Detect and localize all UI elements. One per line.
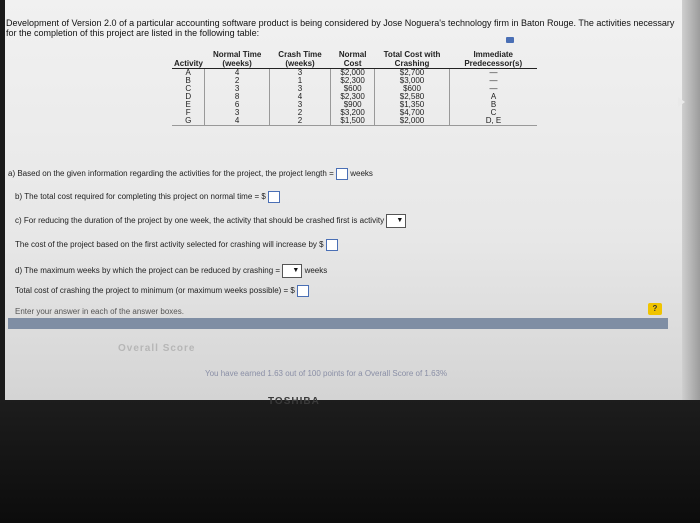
cell-predecessors: A <box>490 92 497 101</box>
question-a <box>8 168 373 180</box>
mouse-pointer-icon <box>678 97 685 107</box>
chevron-down-icon: ▼ <box>292 267 300 274</box>
cell-normal-time: 3 <box>205 85 269 93</box>
crash-cost-increase-input[interactable] <box>326 239 338 251</box>
cell-crash-time: 2 <box>269 117 330 126</box>
screen-right-edge <box>682 0 700 400</box>
earned-points-text: You have earned 1.63 out of 100 points for a Overall Score of 1.63% <box>205 369 448 378</box>
header-predecessors: Immediate Predecessor(s) <box>449 50 537 69</box>
cell-activity: A <box>172 69 205 78</box>
cell-normal-time: 4 <box>205 69 269 78</box>
cell-predecessors: — <box>489 76 498 85</box>
activity-dropdown[interactable] <box>386 214 406 228</box>
answer-hint: Enter your answer in each of the answer boxes. <box>15 307 184 316</box>
overall-score-title: Overall Score <box>118 343 196 354</box>
header-crash-time: Crash Time (weeks) <box>269 50 330 69</box>
question-d-text: d) The maximum weeks by which the project can be reduced by crashing = <box>15 266 281 276</box>
cell-predecessors: B <box>490 100 497 109</box>
cell-normal-time: 8 <box>205 93 269 101</box>
cell-normal-cost: $900 <box>331 101 375 109</box>
question-c-cost-text: The cost of the project based on the first activity selected for crashing will increase by $ <box>15 240 324 250</box>
cell-predecessors: C <box>490 108 497 117</box>
cell-predecessors: — <box>489 68 498 77</box>
total-crash-cost-input[interactable] <box>297 285 309 297</box>
cell-crash-time: 2 <box>269 109 330 117</box>
question-c-text: c) For reducing the duration of the project by one week, the activity that should be crashed first is activity <box>15 216 385 226</box>
cell-crash-time: 3 <box>269 69 330 78</box>
question-c-cost <box>15 239 338 251</box>
header-activity: Activity <box>172 50 205 69</box>
document-icon[interactable] <box>506 37 514 43</box>
cell-crash-time: 3 <box>269 101 330 109</box>
project-length-input[interactable] <box>336 168 348 180</box>
question-d <box>15 264 327 278</box>
cell-total-cost: $600 <box>375 85 450 93</box>
header-total-cost: Total Cost with Crashing <box>375 50 450 69</box>
monitor-bezel <box>0 400 700 523</box>
navigation-bar <box>8 318 668 329</box>
activity-table <box>172 50 537 126</box>
cell-activity: B <box>172 77 205 85</box>
question-total <box>15 285 309 297</box>
cell-total-cost: $2,700 <box>375 69 450 78</box>
cell-activity: F <box>172 109 205 117</box>
cell-total-cost: $4,700 <box>375 109 450 117</box>
cell-normal-cost: $600 <box>331 85 375 93</box>
cell-crash-time: 4 <box>269 93 330 101</box>
max-weeks-dropdown[interactable] <box>282 264 302 278</box>
left-edge <box>0 0 5 400</box>
cell-predecessors: D, E <box>449 117 537 126</box>
question-c <box>15 214 406 228</box>
cell-activity: G <box>172 117 205 126</box>
cell-crash-time: 3 <box>269 85 330 93</box>
cell-normal-cost: $2,000 <box>331 69 375 78</box>
question-total-text: Total cost of crashing the project to minimum (or maximum weeks possible) = $ <box>15 286 295 296</box>
question-d-unit: weeks <box>304 266 328 276</box>
cell-activity: C <box>172 85 205 93</box>
cell-normal-cost: $1,500 <box>331 117 375 126</box>
cell-activity: E <box>172 101 205 109</box>
cell-crash-time: 1 <box>269 77 330 85</box>
header-normal-cost: Normal Cost <box>331 50 375 69</box>
problem-statement: Development of Version 2.0 of a particular accounting software product is being considered by Jose Noguera's technology firm in Baton Rouge. The activities necessary for the completion of this project are listed in the following table: <box>6 18 675 38</box>
question-a-text: a) Based on the given information regarding the activities for the project, the project length = <box>8 169 334 179</box>
cell-total-cost: $3,000 <box>375 77 450 85</box>
question-a-unit: weeks <box>350 169 373 179</box>
cell-normal-time: 6 <box>205 101 269 109</box>
cell-total-cost: $1,350 <box>375 101 450 109</box>
cell-normal-time: 2 <box>205 77 269 85</box>
monitor-brand: TOSHIBA <box>268 396 320 407</box>
cell-normal-cost: $2,300 <box>331 93 375 101</box>
cell-total-cost: $2,580 <box>375 93 450 101</box>
header-normal-time: Normal Time (weeks) <box>205 50 269 69</box>
cell-normal-time: 4 <box>205 117 269 126</box>
question-b-text: b) The total cost required for completing this project on normal time = $ <box>15 192 266 202</box>
cell-total-cost: $2,000 <box>375 117 450 126</box>
cell-predecessors: — <box>489 84 498 93</box>
cell-activity: D <box>172 93 205 101</box>
cell-normal-cost: $3,200 <box>331 109 375 117</box>
question-b <box>15 191 280 203</box>
normal-cost-input[interactable] <box>268 191 280 203</box>
cell-normal-time: 3 <box>205 109 269 117</box>
help-button[interactable]: ? <box>648 303 662 315</box>
chevron-down-icon: ▼ <box>396 217 404 224</box>
cell-normal-cost: $2,300 <box>331 77 375 85</box>
table-row <box>172 117 537 126</box>
